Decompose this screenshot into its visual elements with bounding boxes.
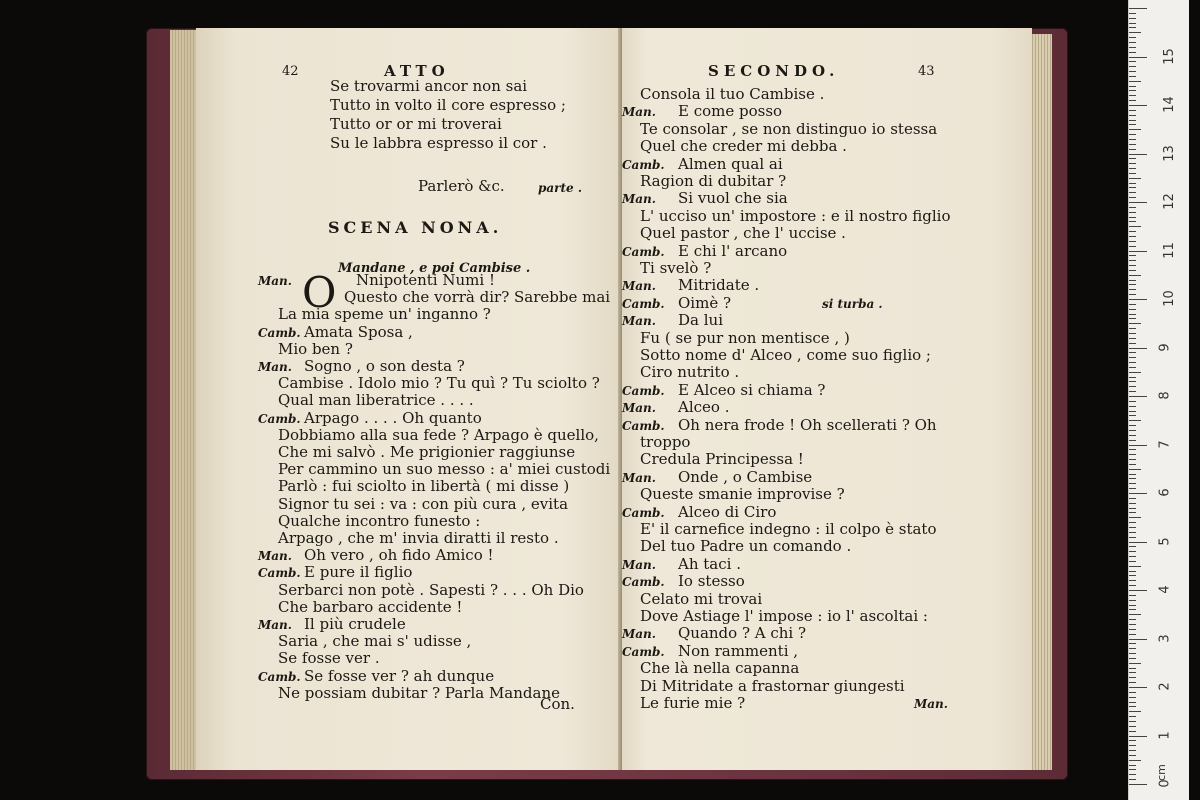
ruler-tick — [1129, 241, 1136, 242]
dialogue-text: La mia speme un' inganno ? — [278, 305, 491, 324]
dialogue-text: Da lui — [678, 311, 723, 330]
exit-line: Parlerò &c. — [418, 177, 505, 195]
ruler-tick — [1129, 765, 1136, 766]
ruler-tick — [1129, 750, 1136, 751]
speaker-label: Man. — [258, 549, 292, 564]
ruler-tick — [1129, 600, 1136, 601]
ruler-tick — [1129, 537, 1136, 538]
dialogue-text: L' ucciso un' impostore : e il nostro figlio — [640, 206, 951, 225]
ruler-tick — [1129, 784, 1147, 785]
ruler-number: 1 — [1157, 730, 1173, 740]
dialogue-text: Cambise . Idolo mio ? Tu quì ? Tu sciolto ? — [278, 374, 600, 393]
ruler-tick — [1129, 643, 1136, 644]
ruler-tick — [1129, 508, 1136, 509]
catchword: Man. — [914, 697, 948, 711]
verse-line: Tutto in volto il core espresso ; — [330, 96, 566, 114]
ruler-tick — [1129, 129, 1141, 130]
ruler-tick — [1129, 95, 1136, 96]
ruler-tick — [1129, 595, 1136, 596]
ruler-tick — [1129, 149, 1136, 150]
ruler-tick — [1129, 517, 1141, 518]
right-page — [622, 28, 1032, 770]
ruler-tick — [1129, 711, 1141, 712]
speaker-label: Man. — [622, 401, 656, 416]
dialogue-text: Celato mi trovai — [640, 589, 763, 608]
dialogue-text: Quel pastor , che l' uccise . — [640, 224, 846, 243]
scene-title: SCENA NONA. — [328, 218, 503, 237]
ruler-tick — [1129, 624, 1136, 625]
ruler-tick — [1129, 217, 1136, 218]
dialogue-text: Se fosse ver . — [278, 649, 380, 668]
ruler-number: 3 — [1157, 633, 1173, 643]
ruler-tick — [1129, 362, 1136, 363]
ruler-tick — [1129, 52, 1136, 53]
speaker-label: Camb. — [622, 418, 665, 433]
ruler-tick — [1129, 8, 1147, 9]
ruler-tick — [1129, 779, 1136, 780]
ruler-tick — [1129, 284, 1136, 285]
dialogue-text: Le furie mie ? — [640, 694, 746, 712]
ruler-tick — [1129, 532, 1136, 533]
ruler-tick — [1129, 381, 1136, 382]
ruler-tick — [1129, 571, 1136, 572]
ruler-tick — [1129, 86, 1136, 87]
ruler-number: 4 — [1157, 585, 1173, 594]
ruler-tick — [1129, 668, 1136, 669]
ruler-tick — [1129, 391, 1136, 392]
verse-line: Su le labbra espresso il cor . — [330, 134, 547, 152]
ruler-tick — [1129, 139, 1136, 140]
ruler-number: 9 — [1157, 342, 1173, 352]
ruler-tick — [1129, 115, 1136, 116]
ruler-tick — [1129, 430, 1136, 431]
dialogue-text: Serbarci non potè . Sapesti ? . . . Oh Dio — [278, 580, 584, 599]
ruler-tick — [1129, 61, 1136, 62]
ruler-tick — [1129, 66, 1136, 67]
ruler-tick — [1129, 110, 1136, 111]
ruler-number: 7 — [1157, 439, 1173, 449]
ruler-number: 10 — [1161, 290, 1177, 307]
ruler-tick — [1129, 551, 1136, 552]
ruler-number: 0 — [1157, 779, 1173, 788]
ruler-number: 5 — [1157, 536, 1173, 546]
ruler-tick — [1129, 769, 1136, 770]
ruler-tick — [1129, 163, 1136, 164]
ruler-tick — [1129, 352, 1136, 353]
ruler-tick — [1129, 333, 1136, 334]
ruler-tick — [1129, 401, 1136, 402]
dialogue-text: Si vuol che sia — [678, 189, 788, 208]
speaker-label: Man. — [258, 618, 292, 632]
speaker-label: Man. — [622, 557, 656, 572]
drop-cap: O — [302, 268, 337, 317]
dialogue-text: Sogno , o son desta ? — [304, 357, 465, 375]
ruler-tick — [1129, 299, 1147, 300]
ruler-tick — [1129, 202, 1147, 203]
ruler-tick — [1129, 503, 1136, 504]
ruler-tick — [1129, 246, 1136, 247]
ruler-tick — [1129, 289, 1136, 290]
ruler-number: 14 — [1161, 96, 1177, 113]
ruler-tick — [1129, 755, 1136, 756]
ruler-tick — [1129, 23, 1136, 24]
ruler-tick — [1129, 687, 1147, 688]
speaker-label: Man. — [258, 274, 292, 288]
ruler-tick — [1129, 328, 1136, 329]
ruler-tick — [1129, 280, 1136, 281]
ruler-tick — [1129, 440, 1136, 441]
dialogue-text: Io stesso — [678, 572, 745, 591]
dialogue-text: Ragion di dubitar ? — [640, 172, 787, 190]
ruler-number: 13 — [1161, 144, 1177, 162]
speaker-label: Man. — [622, 627, 656, 642]
ruler-tick — [1129, 183, 1136, 184]
ruler-tick — [1129, 706, 1136, 707]
ruler-tick — [1129, 357, 1136, 358]
dialogue-text: E chi l' arcano — [678, 241, 788, 260]
ruler-tick — [1129, 760, 1141, 761]
speaker-label: Camb. — [622, 505, 665, 520]
ruler-tick — [1129, 100, 1136, 101]
ruler-tick — [1129, 478, 1136, 479]
ruler-tick — [1129, 197, 1136, 198]
ruler-tick — [1129, 406, 1136, 407]
dialogue-text: Oh vero , oh fido Amico ! — [304, 546, 494, 565]
dialogue-text: Se fosse ver ? ah dunque — [304, 666, 495, 685]
dialogue-text: Fu ( se pur non mentisce , ) — [640, 328, 850, 347]
ruler-tick — [1129, 27, 1136, 28]
ruler-tick — [1129, 605, 1136, 606]
ruler-tick — [1129, 386, 1136, 387]
dialogue-text: Quando ? A chi ? — [678, 624, 807, 643]
ruler-tick — [1129, 411, 1136, 412]
ruler-tick — [1129, 338, 1136, 339]
speaker-label: Camb. — [622, 296, 665, 311]
ruler-tick — [1129, 639, 1147, 640]
dialogue-text: Amata Sposa , — [304, 322, 413, 341]
ruler-tick — [1129, 629, 1136, 630]
ruler-tick — [1129, 420, 1141, 421]
ruler-tick — [1129, 585, 1136, 586]
dialogue-text: Mitridate . — [678, 276, 760, 295]
ruler-tick — [1129, 425, 1136, 426]
running-head: SECONDO. — [708, 62, 840, 80]
ruler-tick — [1129, 702, 1136, 703]
ruler-tick — [1129, 692, 1136, 693]
ruler-tick — [1129, 158, 1136, 159]
ruler-number: 12 — [1161, 193, 1177, 210]
dialogue-text: troppo — [640, 433, 691, 451]
ruler-tick — [1129, 697, 1136, 698]
dialogue-text: Non rammenti , — [678, 641, 799, 660]
dialogue-text: Oh nera frode ! Oh scellerati ? Oh — [678, 415, 937, 434]
ruler-tick — [1129, 372, 1141, 373]
dialogue-text: Alceo di Ciro — [678, 502, 777, 521]
ruler-tick — [1129, 348, 1147, 349]
ruler-tick — [1129, 527, 1136, 528]
ruler-tick — [1129, 575, 1136, 576]
ruler-tick — [1129, 42, 1136, 43]
ruler-tick — [1129, 309, 1136, 310]
ruler-tick — [1129, 212, 1136, 213]
dialogue-text: Dove Astiage l' impose : io l' ascoltai : — [640, 607, 928, 625]
ruler-tick — [1129, 367, 1136, 368]
ruler-tick — [1129, 522, 1136, 523]
ruler-tick — [1129, 474, 1136, 475]
dialogue-text: Di Mitridate a frastornar giungesti — [640, 676, 905, 695]
ruler-tick — [1129, 736, 1147, 737]
ruler-tick — [1129, 76, 1136, 77]
ruler-tick — [1129, 260, 1136, 261]
ruler-tick — [1129, 774, 1136, 775]
catchword: Con. — [540, 695, 575, 713]
left-page — [196, 28, 626, 770]
dialogue-text: Ah taci . — [678, 554, 741, 573]
dialogue-text: E' il carnefice indegno : il colpo è stato — [640, 520, 937, 538]
ruler-tick — [1129, 619, 1136, 620]
dialogue-text: Ne possiam dubitar ? Parla Mandane — [278, 683, 560, 702]
dialogue-text: Dobbiamo alla sua fede ? Arpago è quello, — [278, 425, 599, 444]
dialogue-text: Oimè ? — [678, 293, 732, 312]
page-number: 43 — [918, 64, 935, 79]
ruler-tick — [1129, 454, 1136, 455]
ruler-tick — [1129, 134, 1136, 135]
ruler-tick — [1129, 745, 1136, 746]
dialogue-text: Quel che creder mi debba . — [640, 137, 847, 156]
scene-characters: Mandane , e poi Cambise . — [338, 261, 531, 276]
ruler-tick — [1129, 449, 1136, 450]
ruler-tick — [1129, 677, 1136, 678]
ruler-tick — [1129, 90, 1136, 91]
ruler-tick — [1129, 483, 1136, 484]
dialogue-text: Onde , o Cambise — [678, 467, 813, 486]
speaker-label: Camb. — [622, 383, 665, 398]
speaker-label: Man. — [622, 105, 656, 120]
dialogue-text: Mio ben ? — [278, 339, 353, 358]
dialogue-text: Credula Principessa ! — [640, 450, 804, 469]
measurement-ruler — [1128, 0, 1189, 800]
ruler-tick — [1129, 731, 1136, 732]
stage-direction: parte . — [538, 181, 583, 195]
dialogue-text: Che là nella capanna — [640, 659, 800, 678]
ruler-tick — [1129, 32, 1141, 33]
ruler-tick — [1129, 294, 1136, 295]
ruler-tick — [1129, 740, 1136, 741]
ruler-tick — [1129, 658, 1136, 659]
ruler-tick — [1129, 236, 1136, 237]
dialogue-text: E Alceo si chiama ? — [678, 380, 826, 399]
dialogue-text: Arpago , che m' invia diratti il resto . — [278, 529, 559, 547]
ruler-number: 2 — [1157, 682, 1173, 691]
speaker-label: Camb. — [258, 669, 301, 684]
ruler-tick — [1129, 323, 1141, 324]
ruler-tick — [1129, 154, 1147, 155]
speaker-label: Camb. — [622, 157, 665, 172]
ruler-tick — [1129, 498, 1136, 499]
stage-direction: si turba . — [822, 296, 883, 311]
ruler-tick — [1129, 580, 1136, 581]
ruler-tick — [1129, 37, 1136, 38]
ruler-tick — [1129, 634, 1136, 635]
dialogue-text: Ti svelò ? — [640, 259, 712, 277]
ruler-tick — [1129, 105, 1147, 106]
ruler-number: 6 — [1157, 488, 1173, 497]
ruler-tick — [1129, 377, 1136, 378]
dialogue-text: Saria , che mai s' udisse , — [278, 632, 472, 651]
speaker-label: Man. — [258, 360, 292, 374]
ruler-tick — [1129, 590, 1147, 591]
speaker-label: Camb. — [622, 644, 665, 659]
ruler-tick — [1129, 187, 1136, 188]
ruler-tick — [1129, 120, 1136, 121]
dialogue-text: Qual man liberatrice . . . . — [278, 391, 474, 410]
ruler-tick — [1129, 314, 1136, 315]
ruler-tick — [1129, 721, 1136, 722]
ruler-tick — [1129, 609, 1136, 610]
ruler-tick — [1129, 71, 1136, 72]
dialogue-text: E come posso — [678, 102, 783, 121]
ruler-tick — [1129, 343, 1136, 344]
ruler-tick — [1129, 221, 1136, 222]
speaker-label: Man. — [622, 314, 656, 329]
speaker-label: Camb. — [622, 575, 665, 590]
ruler-tick — [1129, 144, 1136, 145]
ruler-tick — [1129, 663, 1141, 664]
ruler-tick — [1129, 415, 1136, 416]
dialogue-text: Qualche incontro funesto : — [278, 511, 481, 530]
ruler-tick — [1129, 251, 1147, 252]
ruler-tick — [1129, 168, 1136, 169]
dialogue-text: Ciro nutrito . — [640, 363, 740, 382]
ruler-tick — [1129, 493, 1147, 494]
dialogue-text: Per cammino un suo messo : a' miei custodi — [278, 460, 611, 479]
speaker-label: Camb. — [622, 244, 665, 259]
dialogue-text: Parlò : fui sciolto in libertà ( mi disse ) — [278, 477, 570, 496]
ruler-tick — [1129, 546, 1136, 547]
dialogue-text: Nnipotenti Numi ! — [356, 271, 495, 289]
dialogue-text: Che mi salvò . Me prigionier raggiunse — [278, 443, 576, 461]
dialogue-text: Almen qual ai — [678, 154, 783, 173]
ruler-tick — [1129, 192, 1136, 193]
ruler-tick — [1129, 459, 1136, 460]
ruler-tick — [1129, 255, 1136, 256]
ruler-tick — [1129, 18, 1136, 19]
speaker-label: Man. — [622, 279, 656, 294]
dialogue-text: Il più crudele — [304, 615, 406, 633]
dialogue-text: Del tuo Padre un comando . — [640, 537, 852, 556]
page-edges-right — [1030, 34, 1052, 770]
ruler-tick — [1129, 561, 1136, 562]
ruler-unit: cm — [1154, 764, 1168, 781]
running-head: ATTO — [384, 62, 450, 80]
speaker-label: Camb. — [258, 411, 301, 426]
dialogue-text: Queste smanie improvise ? — [640, 485, 845, 504]
dialogue-text: Che barbaro accidente ! — [278, 597, 463, 616]
dialogue-text: Questo che vorrà dir? Sarebbe mai — [344, 288, 611, 307]
ruler-tick — [1129, 648, 1136, 649]
ruler-tick — [1129, 726, 1136, 727]
ruler-number: 11 — [1161, 241, 1177, 259]
ruler-tick — [1129, 396, 1147, 397]
ruler-tick — [1129, 270, 1136, 271]
ruler-tick — [1129, 47, 1136, 48]
ruler-tick — [1129, 173, 1136, 174]
ruler-tick — [1129, 435, 1136, 436]
ruler-tick — [1129, 672, 1136, 673]
ruler-tick — [1129, 469, 1141, 470]
ruler-number: 8 — [1157, 391, 1173, 400]
ruler-number: 15 — [1161, 47, 1177, 65]
ruler-tick — [1129, 318, 1136, 319]
ruler-tick — [1129, 304, 1136, 305]
ruler-tick — [1129, 226, 1141, 227]
ruler-tick — [1129, 512, 1136, 513]
ruler-tick — [1129, 275, 1141, 276]
dialogue-text: Te consolar , se non distinguo io stessa — [640, 119, 938, 138]
ruler-tick — [1129, 556, 1136, 557]
ruler-tick — [1129, 178, 1141, 179]
ruler-tick — [1129, 124, 1136, 125]
ruler-tick — [1129, 13, 1136, 14]
ruler-tick — [1129, 653, 1136, 654]
speaker-label: Camb. — [258, 325, 301, 340]
ruler-tick — [1129, 265, 1136, 266]
speaker-label: Man. — [622, 192, 656, 207]
verse-line: Tutto or or mi troverai — [330, 115, 502, 133]
dialogue-text: E pure il figlio — [304, 563, 413, 582]
ruler-tick — [1129, 81, 1141, 82]
speaker-label: Man. — [622, 470, 656, 485]
ruler-tick — [1129, 207, 1136, 208]
dialogue-text: Alceo . — [678, 398, 730, 417]
verse-line: Se trovarmi ancor non sai — [330, 77, 528, 95]
ruler-tick — [1129, 445, 1147, 446]
ruler-tick — [1129, 488, 1136, 489]
ruler-tick — [1129, 542, 1147, 543]
ruler-tick — [1129, 57, 1147, 58]
dialogue-text: Sotto nome d' Alceo , come suo figlio ; — [640, 346, 931, 364]
dialogue-text: Consola il tuo Cambise . — [640, 85, 825, 103]
dialogue-text: Signor tu sei : va : con più cura , evita — [278, 494, 569, 513]
ruler-tick — [1129, 231, 1136, 232]
page-number: 42 — [282, 64, 299, 79]
dialogue-text: Arpago . . . . Oh quanto — [304, 408, 482, 427]
ruler-tick — [1129, 566, 1141, 567]
ruler-tick — [1129, 716, 1136, 717]
ruler-tick — [1129, 614, 1141, 615]
ruler-tick — [1129, 682, 1136, 683]
ruler-tick — [1129, 464, 1136, 465]
speaker-label: Camb. — [258, 566, 301, 581]
